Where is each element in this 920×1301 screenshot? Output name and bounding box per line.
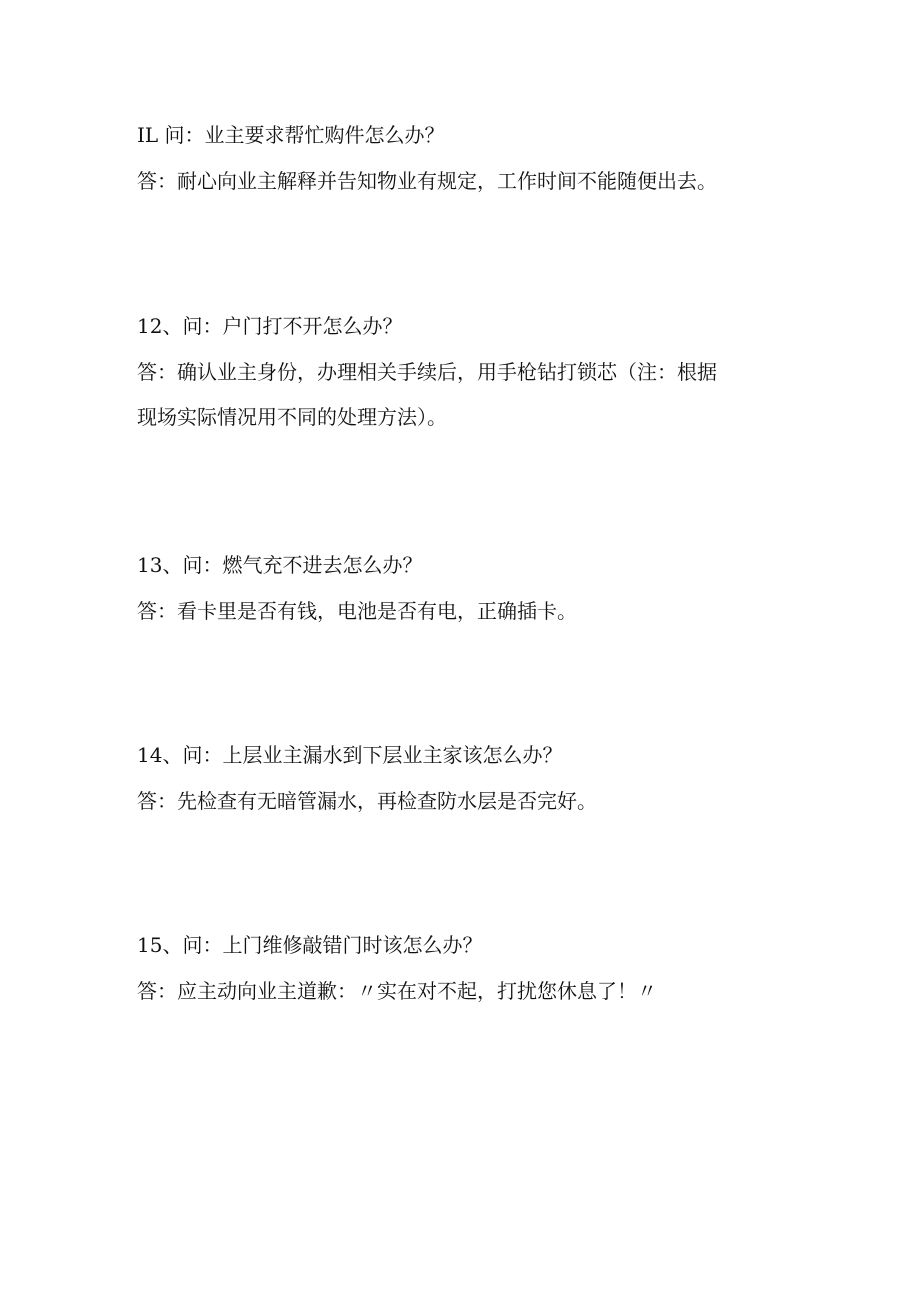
question-line <box>137 552 797 578</box>
qa-item-11 <box>137 122 797 194</box>
question-text: 问：上层业主漏水到下层业主家该怎么办？ <box>182 743 563 767</box>
qa-item-14 <box>137 742 797 814</box>
question-number: 14 <box>137 743 163 767</box>
question-separator: 、 <box>162 743 183 767</box>
question-separator: 、 <box>162 314 183 338</box>
answer-line: 答：应主动向业主道歉：〃实在对不起，打扰您休息了！〃 <box>137 979 657 1003</box>
qa-item-13 <box>137 552 797 624</box>
answer-line: 答：先检查有无暗管漏水，再检查防水层是否完好。 <box>137 789 597 813</box>
qa-item-12 <box>137 313 797 430</box>
question-line <box>137 122 797 148</box>
question-text: 问：上门维修敲错门时该怎么办？ <box>182 933 483 957</box>
answer-line-continued: 现场实际情况用不同的处理方法）。 <box>137 405 447 429</box>
answer-line: 答：确认业主身份，办理相关手续后，用手枪钻打锁芯（注：根据 <box>137 360 717 384</box>
answer-line: 答：看卡里是否有钱，电池是否有电，正确插卡。 <box>137 599 577 623</box>
question-line <box>137 742 797 768</box>
question-separator: 、 <box>162 553 183 577</box>
question-number: 13 <box>137 553 163 577</box>
qa-item-15 <box>137 932 797 1004</box>
question-text: 问：燃气充不进去怎么办？ <box>182 553 423 577</box>
question-number: 12 <box>137 314 163 338</box>
question-line <box>137 313 797 339</box>
question-number: IL <box>137 123 159 147</box>
question-text: 问：业主要求帮忙购件怎么办？ <box>164 123 445 147</box>
question-separator: 、 <box>162 933 183 957</box>
answer-line: 答：耐心向业主解释并告知物业有规定，工作时间不能随便出去。 <box>137 169 717 193</box>
question-line <box>137 932 797 958</box>
question-text: 问：户门打不开怎么办？ <box>182 314 403 338</box>
question-number: 15 <box>137 933 163 957</box>
